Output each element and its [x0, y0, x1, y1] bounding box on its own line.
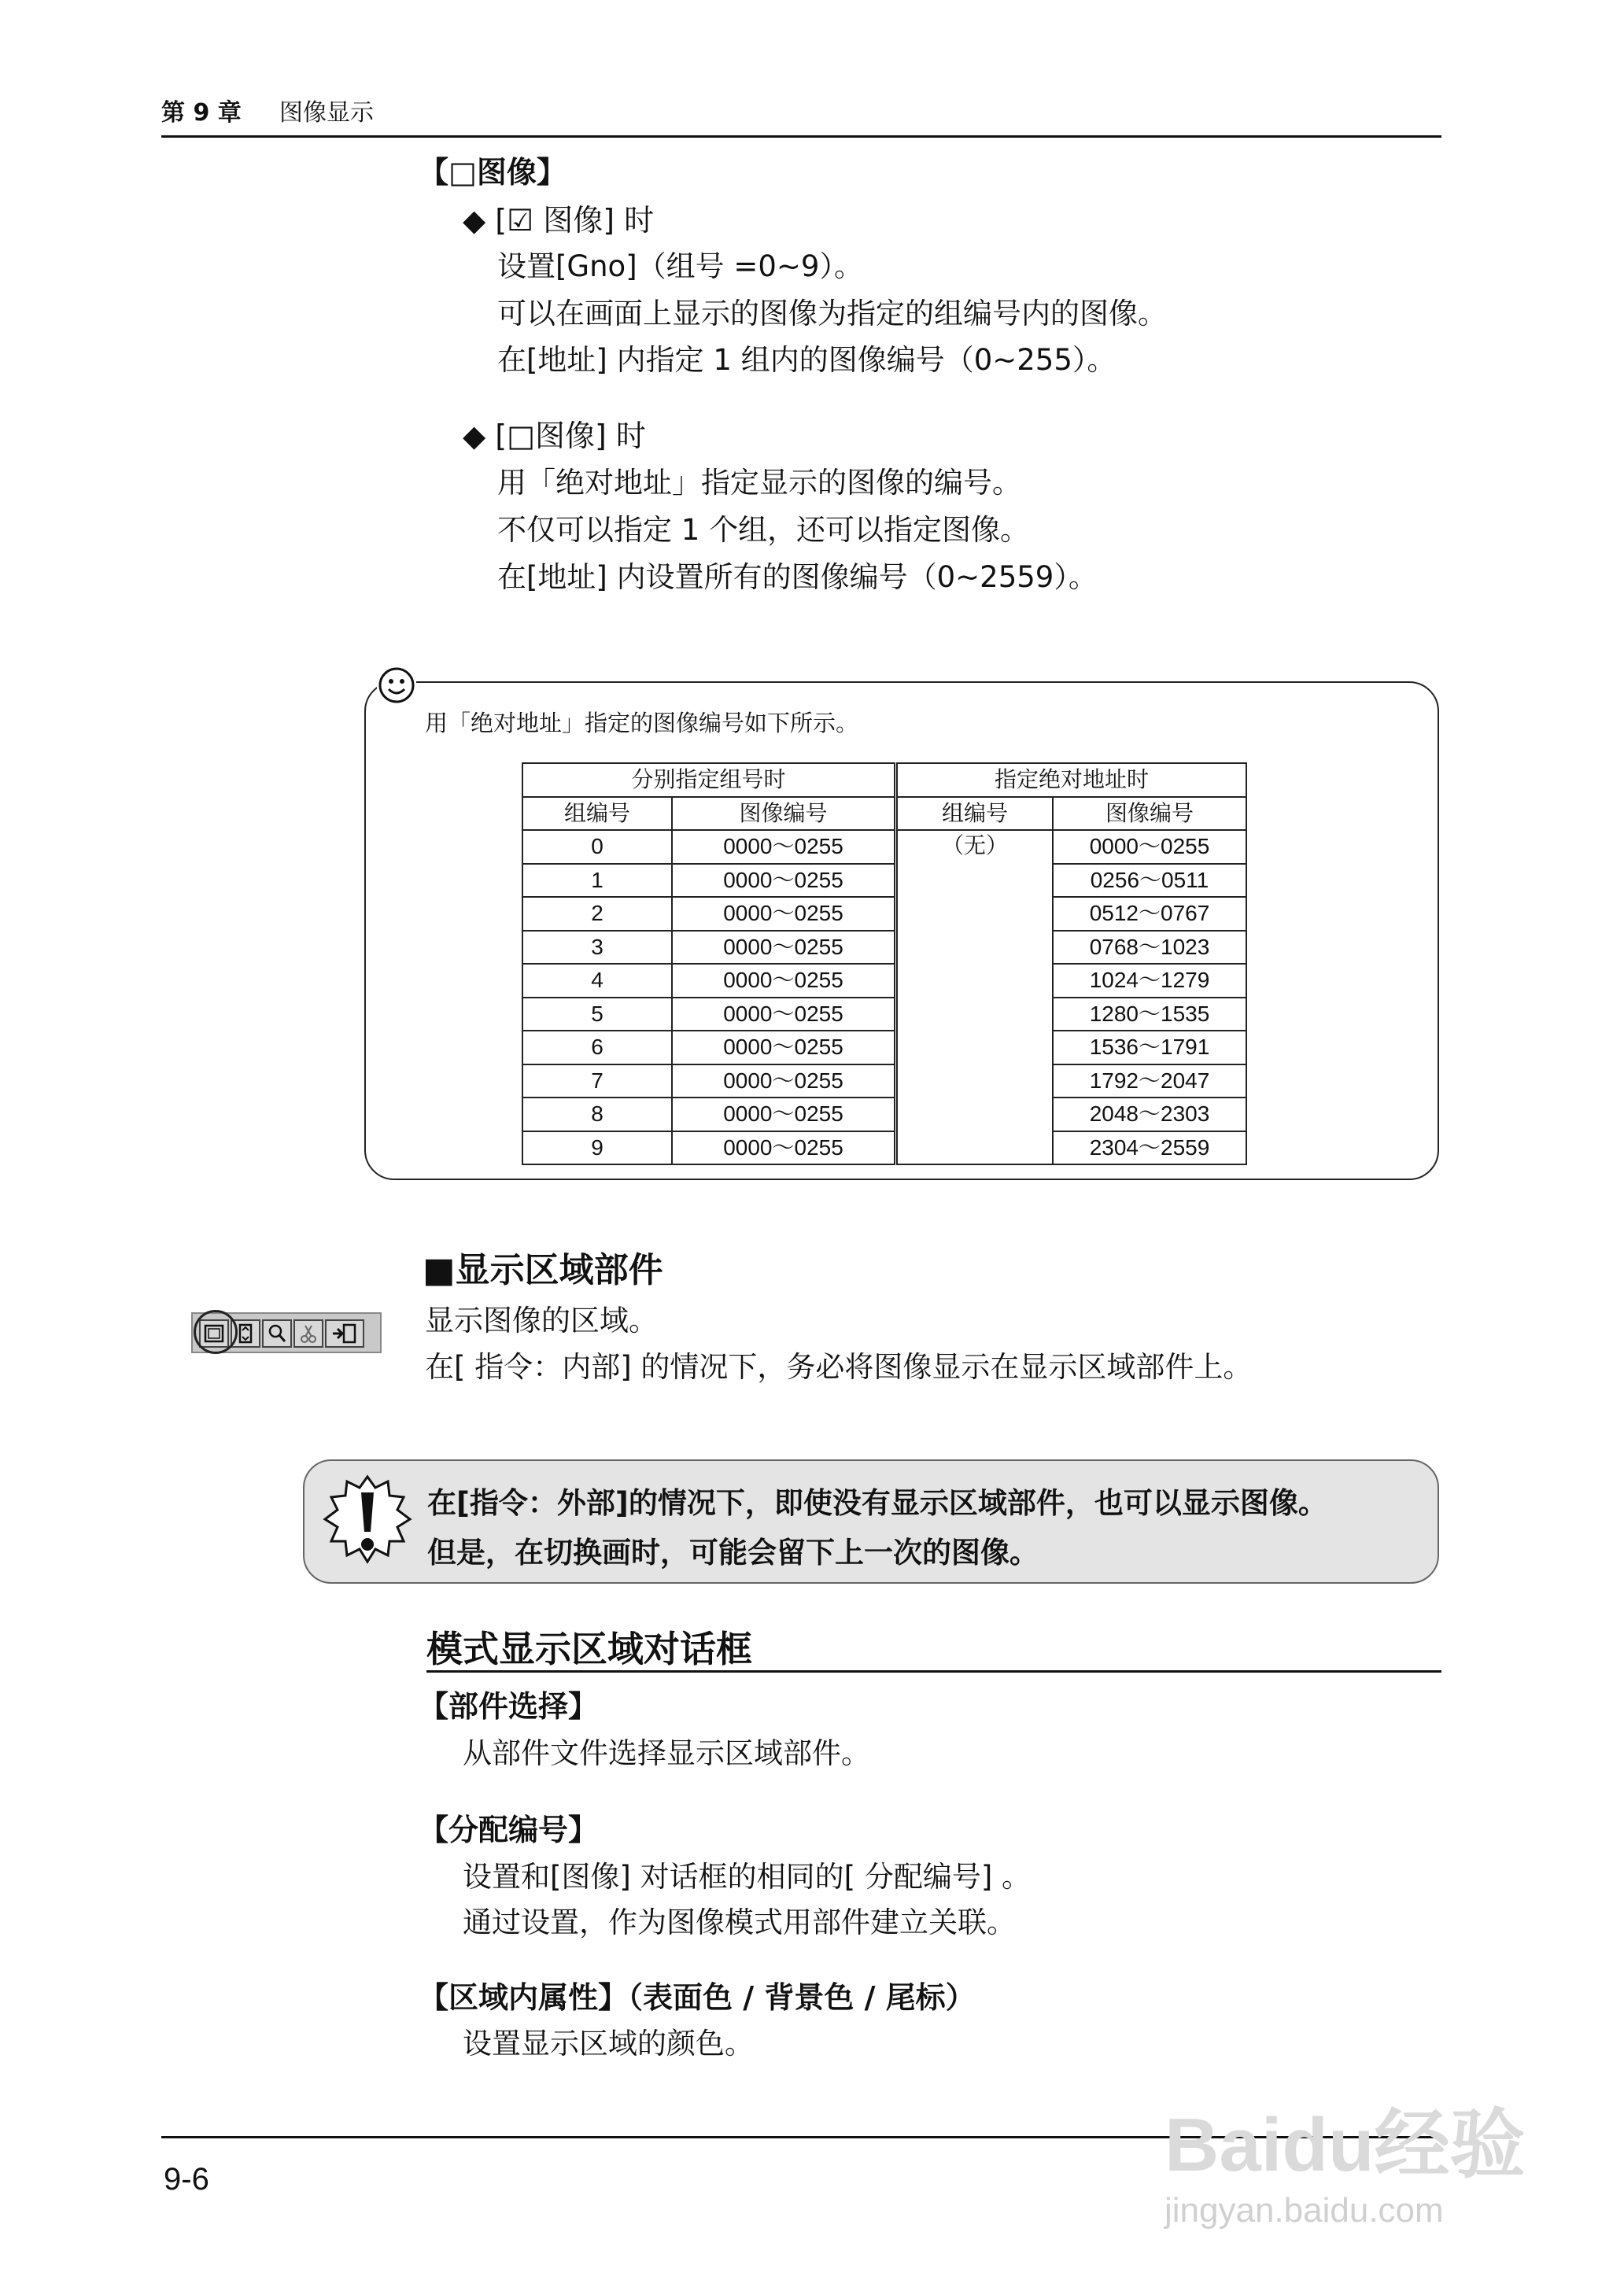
table-row	[522, 1064, 1246, 1098]
group-cell: 7	[522, 1064, 672, 1098]
unchecked-line-3: 在[地址] 内设置所有的图像编号（0~2559）。	[497, 560, 1098, 594]
group-cell: 4	[522, 964, 672, 998]
unchecked-line-1: 用「绝对地址」指定显示的图像的编号。	[497, 466, 1021, 500]
unchecked-image-title: ◆ [□图像] 时	[463, 419, 646, 453]
area-attr-title: 【区域内属性】（表面色 / 背景色 / 尾标）	[419, 1980, 976, 2015]
header-rule	[161, 135, 1441, 138]
warning-line-2: 但是，在切换画时，可能会留下上一次的图像。	[427, 1536, 1039, 1570]
dialog-heading: 模式显示区域对话框	[426, 1628, 752, 1670]
checked-image-title: ◆ [☑ 图像] 时	[463, 203, 655, 238]
group-header-right: 指定绝对地址时	[896, 763, 1247, 797]
image-range-cell: 0000～0255	[672, 1031, 896, 1064]
table-group-header-row	[522, 763, 1246, 797]
alloc-number-title: 【分配编号】	[419, 1813, 599, 1847]
image-range-cell: 0000～0255	[672, 931, 896, 965]
area-attr-text: 设置显示区域的颜色。	[463, 2027, 754, 2060]
group-cell: 2	[522, 897, 672, 931]
chapter-label: 第 9 章	[161, 99, 242, 127]
group-cell: 9	[522, 1131, 672, 1165]
dialog-heading-rule	[426, 1670, 1441, 1673]
warning-line-1: 在[指令：外部]的情况下，即使没有显示区域部件，也可以显示图像。	[427, 1486, 1327, 1520]
watermark-url: jingyan.baidu.com	[1164, 2191, 1444, 2230]
col-header: 图像编号	[1053, 797, 1246, 831]
table-row	[522, 1131, 1246, 1165]
table-row	[522, 1098, 1246, 1131]
watermark-logo: Baidu经验	[1164, 2103, 1526, 2187]
chapter-title: 图像显示	[279, 99, 374, 127]
exit-icon[interactable]	[325, 1319, 364, 1348]
display-area-line-2: 在[ 指令：内部] 的情况下，务必将图像显示在显示区域部件上。	[425, 1350, 1253, 1384]
absolute-range-cell: 1536～1791	[1053, 1031, 1246, 1064]
absolute-range-cell: 2048～2303	[1053, 1098, 1246, 1131]
table-row	[522, 897, 1246, 931]
image-range-cell: 0000～0255	[672, 1064, 896, 1098]
group-cell: 1	[522, 864, 672, 898]
absolute-range-cell: 0512～0767	[1053, 897, 1246, 931]
unchecked-line-2: 不仅可以指定 1 个组，还可以指定图像。	[497, 513, 1030, 547]
absolute-range-cell: 1024～1279	[1053, 964, 1246, 998]
image-range-cell: 0000～0255	[672, 897, 896, 931]
image-range-cell: 0000～0255	[672, 1098, 896, 1131]
search-icon[interactable]	[262, 1319, 292, 1348]
group-header-left: 分别指定组号时	[522, 763, 896, 797]
absolute-range-cell: 1792～2047	[1053, 1064, 1246, 1098]
display-area-heading: ■显示区域部件	[423, 1250, 663, 1290]
col-header: 图像编号	[672, 797, 896, 831]
table-row	[522, 964, 1246, 998]
image-number-table	[522, 762, 1247, 1165]
table-column-header-row	[522, 797, 1246, 831]
group-cell: 0	[522, 830, 672, 864]
absolute-range-cell: 0768～1023	[1053, 931, 1246, 965]
warning-icon	[320, 1474, 415, 1573]
col-header: 组编号	[896, 797, 1054, 831]
alloc-line-2: 通过设置，作为图像模式用部件建立关联。	[463, 1905, 1016, 1939]
cut-icon[interactable]	[293, 1319, 323, 1348]
absolute-range-cell: 1280～1535	[1053, 998, 1246, 1031]
image-range-cell: 0000～0255	[672, 830, 896, 864]
group-cell: 3	[522, 931, 672, 965]
col-header: 组编号	[522, 797, 672, 831]
page-number: 9-6	[164, 2162, 209, 2197]
table-row	[522, 998, 1246, 1031]
highlight-circle	[194, 1310, 238, 1354]
alloc-line-1: 设置和[图像] 对话框的相同的[ 分配编号] 。	[463, 1860, 1032, 1894]
image-range-cell: 0000～0255	[672, 998, 896, 1031]
table-row	[522, 1031, 1246, 1064]
absolute-range-cell: 0256～0511	[1053, 864, 1246, 898]
group-cell: 8	[522, 1098, 672, 1131]
table-row	[522, 931, 1246, 965]
table-row	[522, 864, 1246, 898]
smiley-icon	[377, 666, 416, 705]
table-row	[522, 830, 1246, 864]
none-cell: （无）	[896, 830, 1054, 1164]
absolute-range-cell: 0000～0255	[1053, 830, 1246, 864]
checked-line-3: 在[地址] 内指定 1 组内的图像编号（0~255）。	[497, 343, 1116, 377]
image-range-cell: 0000～0255	[672, 964, 896, 998]
display-area-line-1: 显示图像的区域。	[425, 1304, 658, 1337]
absolute-range-cell: 2304～2559	[1053, 1131, 1246, 1165]
parts-select-title: 【部件选择】	[419, 1689, 599, 1724]
group-cell: 6	[522, 1031, 672, 1064]
image-range-cell: 0000～0255	[672, 1131, 896, 1165]
parts-select-text: 从部件文件选择显示区域部件。	[463, 1736, 870, 1770]
checked-line-2: 可以在画面上显示的图像为指定的组编号内的图像。	[497, 297, 1167, 330]
checked-line-1: 设置[Gno]（组号 =0~9）。	[497, 249, 863, 283]
image-range-cell: 0000～0255	[672, 864, 896, 898]
image-section-heading: 【□图像】	[419, 155, 567, 190]
group-cell: 5	[522, 998, 672, 1031]
tip-text: 用「绝对地址」指定的图像编号如下所示。	[425, 710, 859, 736]
